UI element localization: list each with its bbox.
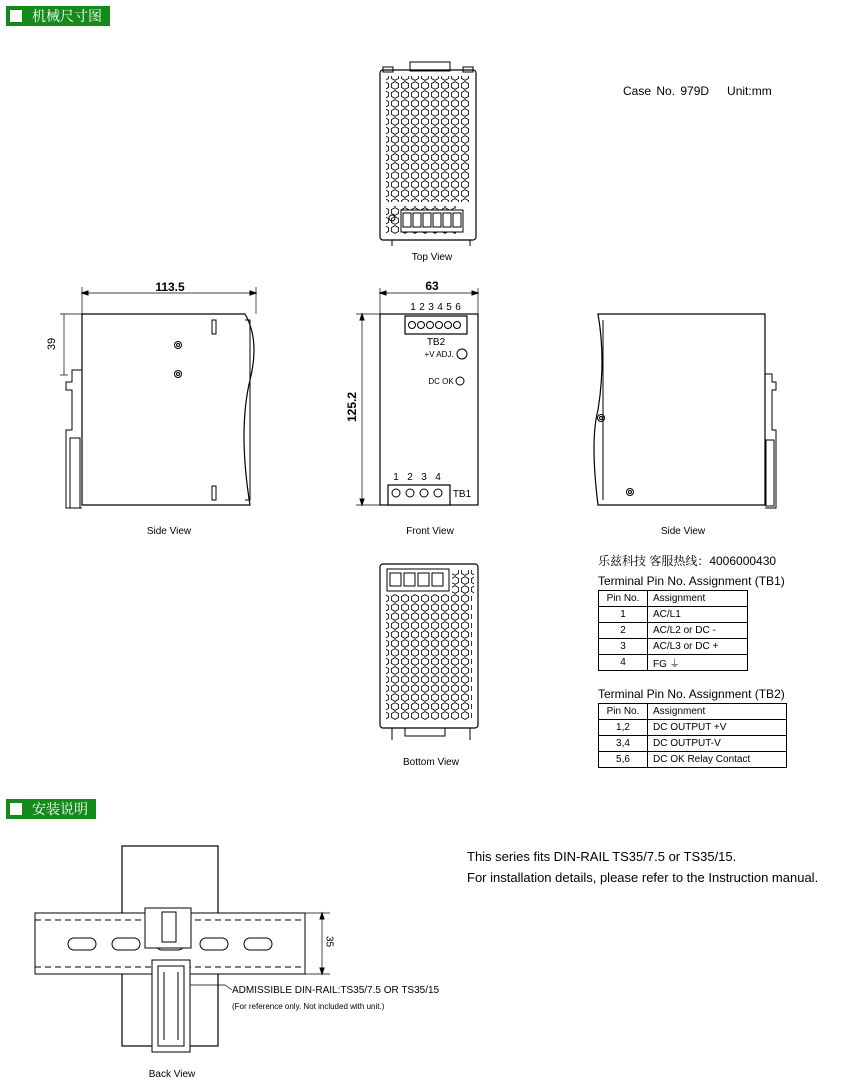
pin-cell: 1,2 bbox=[599, 720, 648, 736]
tb1-label: TB1 bbox=[452, 489, 472, 500]
front-height-dimension: 125.2 bbox=[345, 391, 359, 423]
table-row bbox=[599, 736, 787, 752]
tb1-pin-label: 1 bbox=[393, 472, 399, 483]
table-row bbox=[599, 720, 787, 736]
side-top-dimension: 39 bbox=[46, 337, 58, 351]
table-header-cell: Assignment bbox=[648, 704, 787, 720]
assignment-cell: DC OUTPUT +V bbox=[648, 720, 787, 736]
tb1-pin-label: 2 bbox=[407, 472, 413, 483]
unit-label: Unit:mm bbox=[727, 84, 772, 98]
vadj-label: +V ADJ. bbox=[424, 350, 454, 359]
pin-cell: 3 bbox=[599, 639, 648, 655]
left-side-view-label: Side View bbox=[146, 526, 192, 537]
table-header-cell: Assignment bbox=[648, 591, 748, 607]
bottom-view-label: Bottom View bbox=[403, 757, 459, 768]
pin-cell: 1 bbox=[599, 607, 648, 623]
side-width-dimension: 113.5 bbox=[155, 280, 185, 294]
right-side-view-drawing bbox=[594, 314, 776, 508]
tb2-pin-label: 4 bbox=[437, 302, 443, 313]
case-info bbox=[623, 84, 772, 98]
back-view-drawing bbox=[35, 846, 330, 1052]
pin-cell: 4 bbox=[599, 655, 648, 671]
install-note-line2: For installation details, please refer to the Instruction manual. bbox=[467, 870, 819, 885]
tb2-pin-label: 5 bbox=[446, 302, 452, 313]
rail-note: ADMISSIBLE DIN-RAIL:TS35/7.5 OR TS35/15 bbox=[232, 985, 440, 996]
right-side-view-label: Side View bbox=[660, 526, 706, 537]
assignment-cell: FG ⏚ bbox=[648, 655, 748, 671]
table-header-cell: Pin No. bbox=[599, 704, 648, 720]
tb2-label: TB2 bbox=[426, 337, 446, 348]
table-row bbox=[599, 655, 748, 671]
pin-cell: 3,4 bbox=[599, 736, 648, 752]
table-header-row bbox=[599, 591, 748, 607]
tb1-pin-table bbox=[598, 590, 748, 671]
front-view-drawing bbox=[356, 288, 478, 505]
front-view-label: Front View bbox=[406, 526, 454, 537]
rail-height-dimension: 35 bbox=[323, 935, 335, 948]
front-width-dimension: 63 bbox=[425, 279, 439, 293]
assignment-cell: DC OUTPUT-V bbox=[648, 736, 787, 752]
table-header-row bbox=[599, 704, 787, 720]
back-view-label: Back View bbox=[148, 1069, 196, 1080]
table-row bbox=[599, 752, 787, 768]
top-view-drawing bbox=[380, 62, 476, 246]
tb2-pin-label: 1 bbox=[410, 302, 416, 313]
tb1-table-caption: Terminal Pin No. Assignment (TB1) bbox=[598, 574, 785, 588]
left-side-view-drawing bbox=[60, 287, 256, 508]
assignment-cell: AC/L2 or DC - bbox=[648, 623, 748, 639]
table-header-cell: Pin No. bbox=[599, 591, 648, 607]
install-note-line1: This series fits DIN-RAIL TS35/7.5 or TS35/15. bbox=[467, 849, 737, 864]
hotline-text: 乐兹科技 客服热线：4006000430 bbox=[598, 554, 777, 568]
tb2-pin-label: 3 bbox=[428, 302, 434, 313]
section-title: 机械尺寸图 bbox=[32, 8, 102, 24]
tb2-pin-label: 6 bbox=[455, 302, 461, 313]
assignment-cell: AC/L3 or DC + bbox=[648, 639, 748, 655]
bottom-view-drawing bbox=[380, 564, 478, 740]
table-row bbox=[599, 639, 748, 655]
case-number: Case No. 979D bbox=[623, 84, 710, 98]
section-title: 安装说明 bbox=[32, 801, 88, 817]
rail-sub-note: (For reference only. Not included with unit.) bbox=[232, 1002, 385, 1011]
tb2-pin-label: 2 bbox=[419, 302, 425, 313]
assignment-cell: DC OK Relay Contact bbox=[648, 752, 787, 768]
assignment-cell: AC/L1 bbox=[648, 607, 748, 623]
dc-ok-label: DC OK bbox=[428, 377, 454, 386]
tb2-table-caption: Terminal Pin No. Assignment (TB2) bbox=[598, 687, 785, 701]
pin-cell: 5,6 bbox=[599, 752, 648, 768]
top-view-label: Top View bbox=[411, 252, 453, 263]
table-row bbox=[599, 607, 748, 623]
table-row bbox=[599, 623, 748, 639]
pin-cell: 2 bbox=[599, 623, 648, 639]
tb2-pin-table bbox=[598, 703, 787, 768]
tb1-pin-label: 4 bbox=[435, 472, 441, 483]
tb1-pin-label: 3 bbox=[421, 472, 427, 483]
